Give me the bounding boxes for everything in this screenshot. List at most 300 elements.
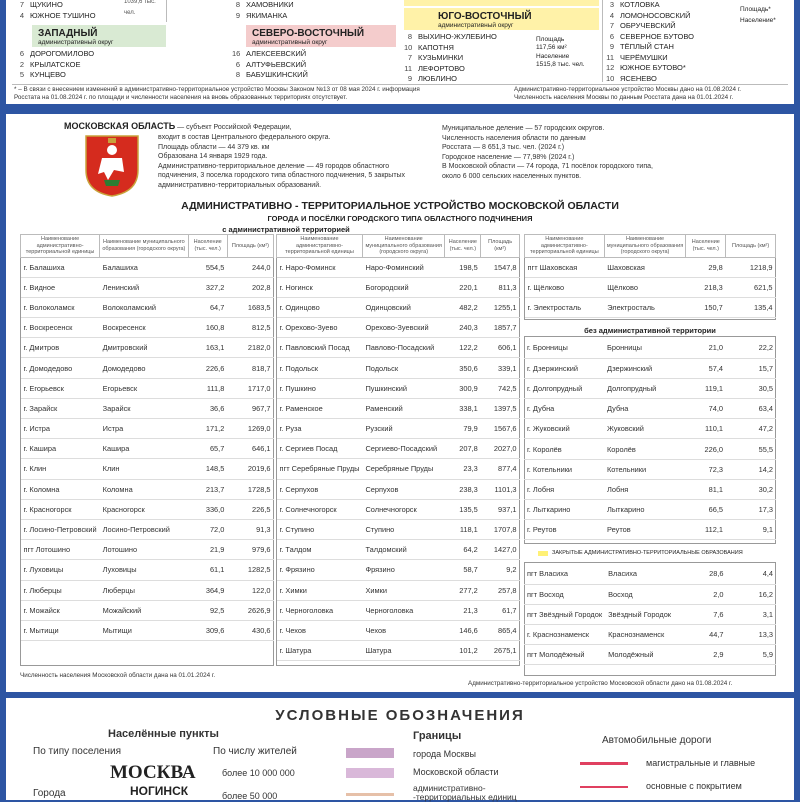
unit-name: г. Руза [277, 419, 363, 439]
district-name: КУНЦЕВО [30, 70, 66, 79]
unit-name: г. Солнечногорск [277, 499, 363, 519]
municipality-name: Восход [605, 584, 687, 604]
unit-name: г. Дзержинский [524, 358, 604, 378]
district-number: 10 [606, 73, 615, 83]
district-subtitle: административный округ [438, 22, 514, 29]
population: 198,5 [445, 257, 481, 277]
area: 2027,0 [481, 439, 520, 459]
municipality-name: Лосино-Петровский [100, 519, 188, 539]
table-row [21, 297, 274, 317]
municipality-name: Солнечногорск [362, 499, 444, 519]
municipality-name: Пушкинский [362, 378, 444, 398]
population: 119,1 [686, 378, 726, 398]
population: 171,2 [188, 419, 227, 439]
municipality-name: Можайский [100, 600, 188, 620]
district-name: ЯСЕНЕВО [620, 73, 657, 83]
area: 2182,0 [227, 338, 273, 358]
municipality-name: Талдомский [362, 540, 444, 560]
area: 13,3 [727, 625, 777, 645]
oblast-border-swatch [346, 768, 394, 778]
table-row [21, 257, 274, 277]
info-line: В Московской области — 74 города, 71 посёлок городского типа, [442, 163, 653, 170]
area: 91,3 [227, 519, 273, 539]
district-number: 11 [404, 63, 412, 73]
district-number: 16 [232, 49, 241, 58]
unit-name: г. Краснознаменск [524, 625, 605, 645]
unit-name: пгт Восход [524, 584, 605, 604]
district-item [606, 32, 694, 43]
district-item [404, 32, 497, 43]
district-item [232, 11, 294, 22]
unit-name: г. Щёлково [525, 277, 605, 297]
info-line: — субъект Российской Федерации, [177, 124, 292, 131]
area: 967,7 [227, 398, 273, 418]
column-header: Население (тыс. чел.) [686, 235, 726, 258]
table-row [524, 459, 776, 479]
info-line: входит в состав Центрального федерального округа. [158, 134, 331, 141]
district-number: 4 [19, 10, 24, 20]
population: 135,5 [445, 499, 481, 519]
table-row [21, 338, 274, 358]
area-value: 117,56 км² [536, 44, 567, 52]
unit-name: пгт Власиха [524, 564, 605, 584]
population: 28,6 [687, 564, 727, 584]
area-label: Площадь* [740, 6, 771, 13]
municipality-name: Орехово-Зуевский [362, 318, 444, 338]
unit-name: г. Павловский Посад [277, 338, 363, 358]
district-number: 6 [609, 31, 614, 41]
population: 7,6 [687, 604, 727, 624]
area: 2019,6 [227, 459, 273, 479]
population: 240,3 [445, 318, 481, 338]
district-item [16, 60, 94, 71]
municipality-name: Лыткарино [604, 500, 686, 520]
unit-name: г. Дубна [524, 399, 604, 419]
district-title: СЕВЕРО-ВОСТОЧНЫЙ [252, 28, 365, 39]
table-row [21, 540, 274, 560]
population: 44,7 [687, 625, 727, 645]
column-header: Площадь (км²) [481, 235, 520, 258]
info-line: Муниципальное деление — 57 городских округов. [442, 125, 605, 132]
table-row [277, 499, 520, 519]
table-row [21, 439, 274, 459]
table-row [524, 479, 776, 499]
unit-name: г. Долгопрудный [524, 378, 604, 398]
legend-section-title: Населённые пункты [108, 728, 219, 740]
area: 1218,9 [726, 257, 776, 277]
municipality-name: Егорьевск [100, 378, 188, 398]
population: 309,6 [188, 620, 227, 640]
district-number: 6 [235, 59, 240, 69]
municipality-name: Котельники [604, 459, 686, 479]
district-item [606, 11, 694, 22]
unit-name: г. Бронницы [524, 338, 604, 358]
unit-name: г. Сергиев Посад [277, 439, 363, 459]
section-title: без административной территории [584, 326, 716, 335]
unit-name: г. Люберцы [21, 580, 100, 600]
column-header: Наименование муниципального образования (городского округа) [604, 235, 686, 258]
area: 606,1 [481, 338, 520, 358]
column-header: Наименование административно-территориальной единицы [21, 235, 100, 258]
population: 238,3 [445, 479, 481, 499]
district-number: 8 [407, 32, 412, 41]
unit-name: г. Шатура [277, 641, 363, 661]
west-district-header [32, 25, 166, 47]
municipality-name: Звёздный Городок [605, 604, 687, 624]
main-road-swatch [580, 762, 628, 765]
area: 339,1 [481, 358, 520, 378]
population-label: Население* [740, 16, 776, 24]
footnote: Численность населения Москвы по данным Росстата дана на 01.01.2024 г. [514, 94, 734, 101]
municipality-name: Богородский [362, 277, 444, 297]
table-row [21, 620, 274, 640]
area: 17,3 [726, 500, 776, 520]
unit-name: г. Лыткарино [524, 500, 604, 520]
district-item [232, 0, 294, 11]
municipality-name: Наро-Фоминский [362, 257, 444, 277]
district-number: 2 [19, 59, 24, 69]
district-number: 7 [407, 53, 412, 62]
unit-name: г. Лосино-Петровский [21, 519, 100, 539]
district-number: 8 [235, 70, 240, 79]
district-item [606, 53, 694, 64]
municipality-name: Шаховская [604, 257, 686, 277]
area: 15,7 [726, 358, 776, 378]
population: 327,2 [188, 277, 227, 297]
population: 36,6 [188, 398, 227, 418]
municipality-name: Балашиха [100, 257, 188, 277]
municipality-name: Чехов [362, 620, 444, 640]
population: 350,6 [445, 358, 481, 378]
table-row [524, 338, 776, 358]
table-row [277, 419, 520, 439]
municipality-name: Королёв [604, 439, 686, 459]
table-row [277, 277, 520, 297]
table-row [525, 277, 776, 297]
ne-district-list [232, 49, 308, 81]
area: 14,2 [726, 459, 776, 479]
district-name: ЯКИМАНКА [246, 10, 288, 20]
legend-label: более 10 000 000 [222, 768, 295, 778]
municipality-name: Лотошино [100, 540, 188, 560]
district-number: 8 [235, 0, 240, 9]
legend-label: По числу жителей [213, 746, 297, 757]
table-row [525, 257, 776, 277]
table-row [524, 500, 776, 520]
table-row [21, 519, 274, 539]
legend-label: города Москвы [413, 749, 476, 759]
population: 2,9 [687, 645, 727, 665]
population: 148,5 [188, 459, 227, 479]
column-header: Наименование административно-территориальной единицы [277, 235, 363, 258]
municipality-name: Раменский [362, 398, 444, 418]
table-row [524, 584, 776, 604]
district-item [16, 70, 94, 81]
table-row [21, 560, 274, 580]
population: 122,2 [445, 338, 481, 358]
unit-name: г. Черноголовка [277, 600, 363, 620]
column-header: Площадь (км²) [227, 235, 273, 258]
unit-border-swatch [346, 793, 394, 796]
area: 811,3 [481, 277, 520, 297]
table-row [21, 479, 274, 499]
population: 338,1 [445, 398, 481, 418]
district-item [232, 60, 308, 71]
column-header: Площадь (км²) [726, 235, 776, 258]
area: 979,6 [227, 540, 273, 560]
info-line: Площадь области — 44 379 кв. км [158, 143, 270, 151]
footnote: Численность населения Московской области дана на 01.01.2024 г. [20, 672, 216, 679]
area: 742,5 [481, 378, 520, 398]
district-number: 12 [606, 63, 615, 72]
district-name: ЛОМОНОСОВСКИЙ [620, 10, 691, 20]
district-name: ЩУКИНО [30, 0, 63, 9]
table-row [524, 625, 776, 645]
unit-name: г. Котельники [524, 459, 604, 479]
municipality-name: Подольск [362, 358, 444, 378]
municipality-name: Зарайск [100, 398, 188, 418]
legend-label: основные с покрытием [646, 781, 742, 791]
section-title: ЗАКРЫТЫЕ АДМИНИСТРАТИВНО-ТЕРРИТОРИАЛЬНЫЕ ОБРАЗОВАНИЯ [552, 550, 743, 556]
district-name: КРЫЛАТСКОЕ [30, 59, 81, 69]
sw-district-stats [740, 6, 776, 25]
table-row [524, 399, 776, 419]
se-district-header [404, 8, 599, 30]
district-number: 6 [19, 49, 24, 58]
area: 812,5 [227, 318, 273, 338]
unit-name: г. Кашира [21, 439, 100, 459]
moscow-border-swatch [346, 748, 394, 758]
area: 3,1 [727, 604, 777, 624]
col-north-west [16, 0, 166, 21]
area: 61,7 [481, 600, 520, 620]
area: 2626,9 [227, 600, 273, 620]
table-main-title: АДМИНИСТРАТИВНО - ТЕРРИТОРИАЛЬНОЕ УСТРОЙСТВО МОСКОВСКОЙ ОБЛАСТИ [181, 200, 619, 212]
table-row [277, 620, 520, 640]
area: 244,0 [227, 257, 273, 277]
population: 58,7 [445, 560, 481, 580]
area: 1397,5 [481, 398, 520, 418]
population: 29,8 [686, 257, 726, 277]
population: 65,7 [188, 439, 227, 459]
table-row [277, 439, 520, 459]
district-item [606, 0, 694, 11]
unit-name: г. Жуковский [524, 419, 604, 439]
table-row [21, 398, 274, 418]
unit-name: г. Реутов [524, 520, 604, 540]
population: 64,7 [188, 297, 227, 317]
area: 1717,0 [227, 378, 273, 398]
table-row [277, 641, 520, 661]
district-name: ТЁПЛЫЙ СТАН [620, 42, 674, 51]
legend-title: УСЛОВНЫЕ ОБОЗНАЧЕНИЯ [275, 707, 525, 724]
district-number: 9 [235, 10, 240, 20]
area: 818,7 [227, 358, 273, 378]
district-name: ЛЮБЛИНО [418, 74, 457, 83]
population: 300,9 [445, 378, 481, 398]
municipality-name: Кашира [100, 439, 188, 459]
unit-name: г. Химки [277, 580, 363, 600]
table-subtitle: ГОРОДА И ПОСЁЛКИ ГОРОДСКОГО ТИПА ОБЛАСТНОГО ПОДЧИНЕНИЯ [267, 214, 533, 223]
info-line: Административно-территориальное деление — 49 городов областного [158, 162, 390, 170]
unit-name: пгт Молодёжный [524, 645, 605, 665]
district-number: 11 [606, 52, 614, 62]
municipality-name: Ступино [362, 519, 444, 539]
district-name: ЮЖНОЕ БУТОВО* [620, 63, 686, 72]
region-title: МОСКОВСКАЯ ОБЛАСТЬ [64, 121, 176, 131]
area: 1857,7 [481, 318, 520, 338]
unit-name: г. Дмитров [21, 338, 100, 358]
table-row [21, 318, 274, 338]
table-row [524, 439, 776, 459]
district-name: КАПОТНЯ [418, 42, 454, 52]
district-number: 4 [609, 10, 614, 20]
population: 72,3 [686, 459, 726, 479]
legend-section-title: Автомобильные дороги [602, 735, 712, 746]
district-number: 9 [407, 74, 412, 83]
table-row [21, 419, 274, 439]
area: 30,5 [726, 378, 776, 398]
sw-district-list [606, 0, 694, 84]
municipality-name: Бронницы [604, 338, 686, 358]
area: 30,2 [726, 479, 776, 499]
table-row [277, 459, 520, 479]
population: 226,6 [188, 358, 227, 378]
table-closed-territories [524, 564, 776, 665]
municipality-name: Щёлково [604, 277, 686, 297]
municipality-name: Мытищи [100, 620, 188, 640]
district-name: КУЗЬМИНКИ [418, 53, 464, 62]
district-name: ЛЕФОРТОВО [418, 63, 465, 73]
municipality-name: Рузский [362, 419, 444, 439]
table-row [277, 257, 520, 277]
population: 21,9 [188, 540, 227, 560]
area: 646,1 [227, 439, 273, 459]
table-row [277, 479, 520, 499]
area: 865,4 [481, 620, 520, 640]
area: 1728,5 [227, 479, 273, 499]
municipality-name: Клин [100, 459, 188, 479]
unit-name: г. Волоколамск [21, 297, 100, 317]
district-item [232, 70, 308, 81]
unit-name: г. Королёв [524, 439, 604, 459]
district-name: ХАМОВНИКИ [246, 0, 294, 9]
district-item [606, 42, 694, 53]
population: 213,7 [188, 479, 227, 499]
district-number: 10 [404, 42, 413, 52]
table-row [524, 520, 776, 540]
column-header: Наименование административно-территориальной единицы [525, 235, 605, 258]
column-header: Наименование муниципального образования (городского округа) [100, 235, 188, 258]
section-title: с административной территорией [222, 225, 350, 234]
area: 202,8 [227, 277, 273, 297]
unit-name: г. Фрязино [277, 560, 363, 580]
table-row [524, 604, 776, 624]
population-label: Население [536, 52, 570, 60]
district-item [404, 64, 497, 75]
area: 4,4 [727, 564, 777, 584]
legend-label: По типу поселения [33, 746, 122, 757]
population: 57,4 [686, 358, 726, 378]
district-name: ЮЖНОЕ ТУШИНО [30, 10, 96, 20]
legend-label-line: административно- [413, 783, 486, 793]
population: 92,5 [188, 600, 227, 620]
table-row [277, 560, 520, 580]
legend-label: более 50 000 [222, 791, 278, 801]
population: 482,2 [445, 297, 481, 317]
unit-name: пгт Звёздный Городок [524, 604, 605, 624]
info-line: административно-территориальных образований. [158, 181, 322, 189]
municipality-name: Одинцовский [362, 297, 444, 317]
coat-of-arms-icon [84, 134, 140, 198]
unit-name: г. Ступино [277, 519, 363, 539]
district-item [606, 74, 694, 85]
unit-name: г. Лобня [524, 479, 604, 499]
info-line: Росстата — 8 651,3 тыс. чел. (2024 г.) [442, 144, 565, 151]
population: 554,5 [188, 257, 227, 277]
table-with-territory-3 [524, 234, 776, 318]
table-row [524, 645, 776, 665]
legend-label: магистральные и главные [646, 758, 756, 768]
area: 877,4 [481, 459, 520, 479]
municipality-name: Серебряные Пруды [362, 459, 444, 479]
column-header: Население (тыс. чел.) [445, 235, 481, 258]
table-row [21, 499, 274, 519]
district-item [606, 21, 694, 32]
region-info-left [64, 122, 292, 133]
municipality-name: Реутов [604, 520, 686, 540]
info-line: Городское население — 77,98% (2024 г.) [442, 153, 575, 161]
unit-name: г. Истра [21, 419, 100, 439]
unit-name: г. Талдом [277, 540, 363, 560]
municipality-name: Дзержинский [604, 358, 686, 378]
district-item [16, 49, 94, 60]
population: 64,2 [445, 540, 481, 560]
municipality-name: Химки [362, 580, 444, 600]
municipality-name: Истра [100, 419, 188, 439]
district-subtitle: административный округ [38, 39, 114, 46]
district-name: БАБУШКИНСКИЙ [246, 70, 308, 79]
table-row [21, 358, 274, 378]
district-item [404, 43, 497, 54]
legend-label-line: -территориальных единиц [413, 792, 517, 802]
unit-name: г. Серпухов [277, 479, 363, 499]
unit-name: г. Видное [21, 277, 100, 297]
population: 74,0 [686, 399, 726, 419]
municipality-name: Краснознаменск [605, 625, 687, 645]
municipality-name: Черноголовка [362, 600, 444, 620]
unit-name: г. Егорьевск [21, 378, 100, 398]
legend-label: Московской области [413, 767, 499, 777]
district-number: 3 [609, 0, 614, 9]
population: 218,3 [686, 277, 726, 297]
district-number: 5 [19, 70, 24, 79]
legend-section-title: Границы [413, 730, 462, 742]
unit-name: г. Домодедово [21, 358, 100, 378]
population: 2,0 [687, 584, 727, 604]
population: 111,8 [188, 378, 227, 398]
area: 47,2 [726, 419, 776, 439]
unit-name: г. Подольск [277, 358, 363, 378]
district-item [404, 53, 497, 64]
municipality-name: Сергиево-Посадский [362, 439, 444, 459]
info-line: Образована 14 января 1929 года. [158, 153, 268, 160]
info-line: Численность населения области по данным [442, 134, 586, 142]
area: 9,1 [726, 520, 776, 540]
district-name: ЧЕРЁМУШКИ [620, 52, 668, 62]
area: 257,8 [481, 580, 520, 600]
unit-name: г. Пушкино [277, 378, 363, 398]
